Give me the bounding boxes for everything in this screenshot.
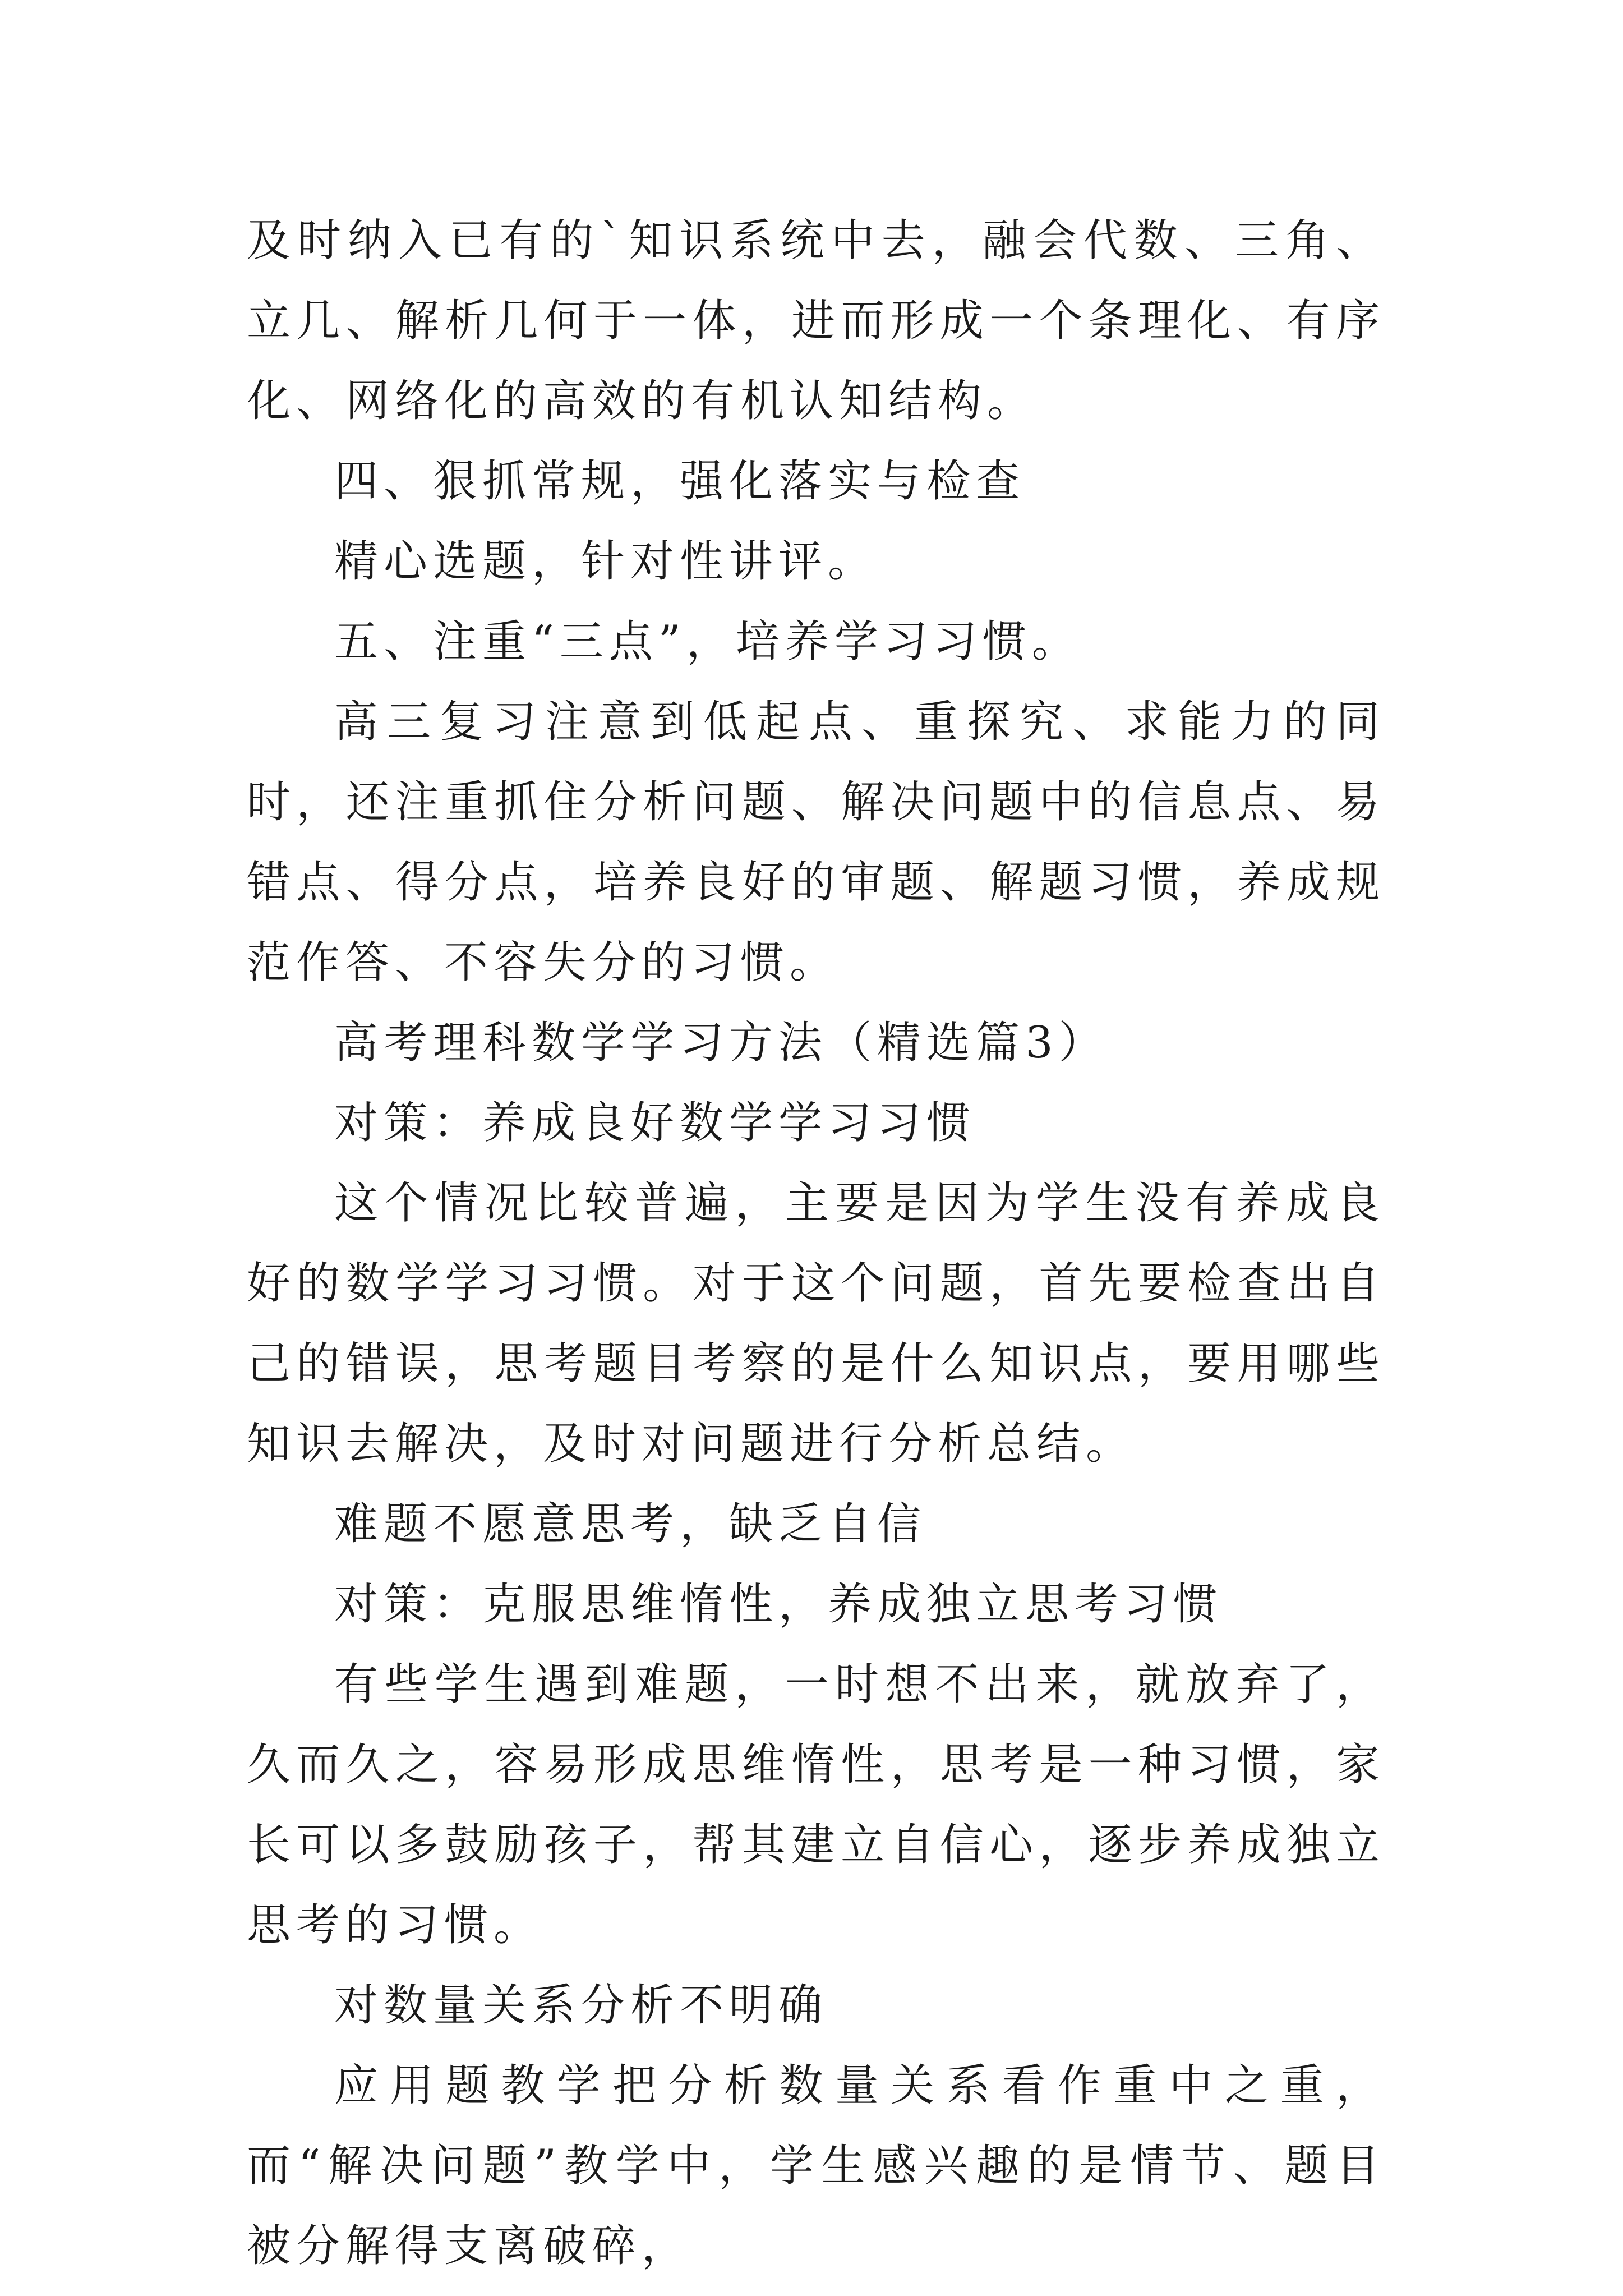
document-body (247, 201, 1385, 2286)
paragraph: 应用题教学把分析数量关系看作重中之重，而“解决问题”教学中，学生感兴趣的是情节、题目被分解得支离破碎， (247, 2060, 1385, 2271)
strategy-heading: 对策：克服思维惰性，养成独立思考习惯 (334, 1579, 1223, 1630)
paragraph-continuation: 及时纳入已有的`知识系统中去，融会代数、三角、立几、解析几何于一体，进而形成一个条理化、有序化、网络化的高效的有机认知结构。 (247, 215, 1385, 426)
problem-heading: 对数量关系分析不明确 (334, 1980, 828, 2031)
paragraph: 高三复习注意到低起点、重探究、求能力的同时，还注重抓住分析问题、解决问题中的信息点、易错点、得分点，培养良好的审题、解题习惯，养成规范作答、不容失分的习惯。 (247, 697, 1385, 988)
strategy-heading: 对策：养成良好数学学习习惯 (334, 1098, 976, 1148)
problem-heading: 难题不愿意思考，缺乏自信 (334, 1499, 927, 1549)
section-heading-4: 四、狠抓常规，强化落实与检查 (334, 456, 1026, 507)
paragraph: 精心选题，针对性讲评。 (334, 536, 878, 587)
article-title: 高考理科数学学习方法（精选篇3） (334, 1018, 1108, 1068)
paragraph: 有些学生遇到难题，一时想不出来，就放弃了，久而久之，容易形成思维惰性，思考是一种习惯，家长可以多鼓励孩子，帮其建立自信心，逐步养成独立思考的习惯。 (247, 1659, 1385, 1950)
section-heading-5: 五、注重“三点”，培养学习习惯。 (334, 616, 1081, 667)
paragraph: 这个情况比较普遍，主要是因为学生没有养成良好的数学学习习惯。对于这个问题，首先要检查出自己的错误，思考题目考察的是什么知识点，要用哪些知识去解决，及时对问题进行分析总结。 (247, 1178, 1385, 1469)
